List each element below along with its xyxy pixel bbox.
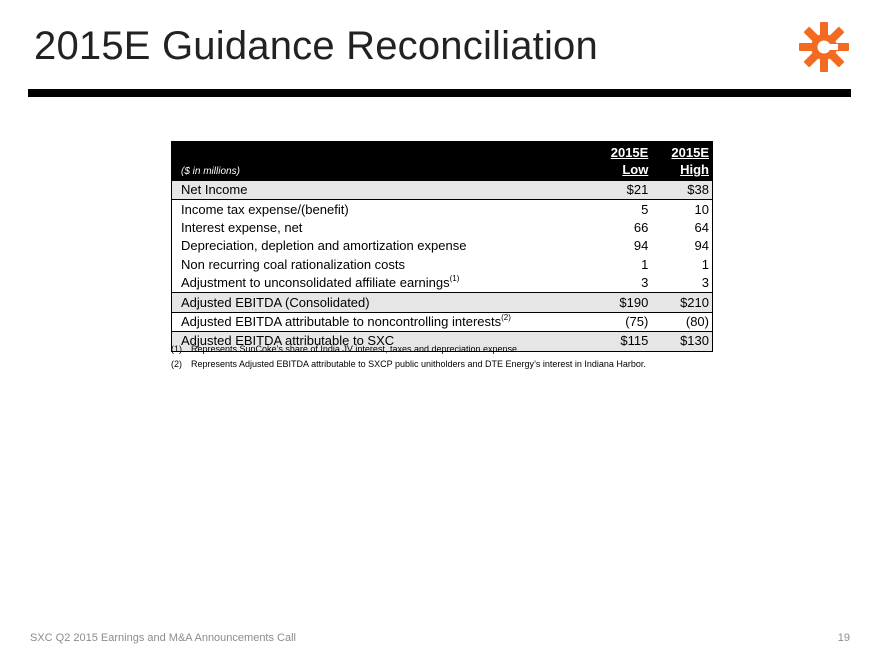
high-value: $210 (651, 293, 712, 312)
row-label: Adjustment to unconsolidated affiliate earnings (181, 275, 450, 291)
page-number: 19 (837, 632, 850, 644)
col-low-label: Low (622, 162, 649, 177)
row-label: Non recurring coal rationalization costs (172, 256, 591, 274)
row-label: Adjusted EBITDA (Consolidated) (172, 293, 591, 312)
footnote-text: Represents SunCoke’s share of India JV interest, taxes and depreciation expense. (191, 344, 520, 354)
table-row (172, 219, 713, 237)
low-value: 94 (633, 238, 649, 254)
row-label: Income tax expense/(benefit) (172, 200, 591, 219)
low-value: 66 (633, 219, 649, 235)
suncoke-logo-icon (797, 20, 851, 74)
high-value: 64 (651, 219, 712, 237)
high-value: $38 (651, 181, 712, 200)
page-title: 2015E Guidance Reconciliation (34, 24, 598, 68)
footnote-marker: (2) (501, 312, 511, 322)
low-value: $190 (591, 293, 652, 312)
table-row (172, 256, 713, 274)
row-label: Depreciation, depletion and amortization expense (172, 237, 591, 255)
table-row (172, 293, 713, 312)
high-value: 3 (651, 274, 712, 293)
row-label: Adjusted EBITDA attributable to noncontrolling interests (181, 313, 502, 329)
high-value: (80) (651, 312, 712, 331)
low-value: 3 (641, 275, 649, 291)
table-header-row (172, 161, 713, 181)
low-value: (75) (625, 313, 649, 329)
low-value: 1 (641, 256, 649, 272)
unit-label: ($ in millions) (181, 166, 240, 177)
table-row (172, 274, 713, 293)
table-row (172, 181, 713, 200)
col-low-year: 2015E (610, 145, 649, 160)
title-divider (28, 89, 851, 97)
footer-text: SXC Q2 2015 Earnings and M&A Announcements Call (30, 632, 296, 644)
low-value: $21 (591, 181, 652, 200)
high-value: 10 (651, 200, 712, 219)
footnote (171, 357, 646, 372)
footnote-marker: (1) (449, 274, 460, 284)
row-label: Adjusted EBITDA attributable to SXC (172, 332, 591, 351)
guidance-table (171, 141, 713, 352)
footnote (171, 342, 646, 357)
footnote-text: Represents Adjusted EBITDA attributable to SXCP public unitholders and DTE Energy’s interest in Indiana Harbor. (191, 359, 646, 369)
table-row (172, 312, 713, 331)
footnote-number: (2) (171, 359, 182, 369)
footnote-number: (1) (171, 344, 182, 354)
col-high-year: 2015E (671, 145, 709, 160)
low-value: $115 (591, 332, 652, 351)
row-label: Interest expense, net (172, 219, 591, 237)
low-value: 5 (641, 201, 649, 217)
high-value: 1 (651, 256, 712, 274)
table-header-row (172, 141, 713, 161)
high-value: 94 (651, 237, 712, 255)
footnotes (171, 342, 646, 372)
table-row (172, 200, 713, 219)
table-row (172, 237, 713, 255)
row-label: Net Income (172, 181, 591, 200)
col-high-label: High (680, 162, 709, 177)
high-value: $130 (651, 332, 712, 351)
